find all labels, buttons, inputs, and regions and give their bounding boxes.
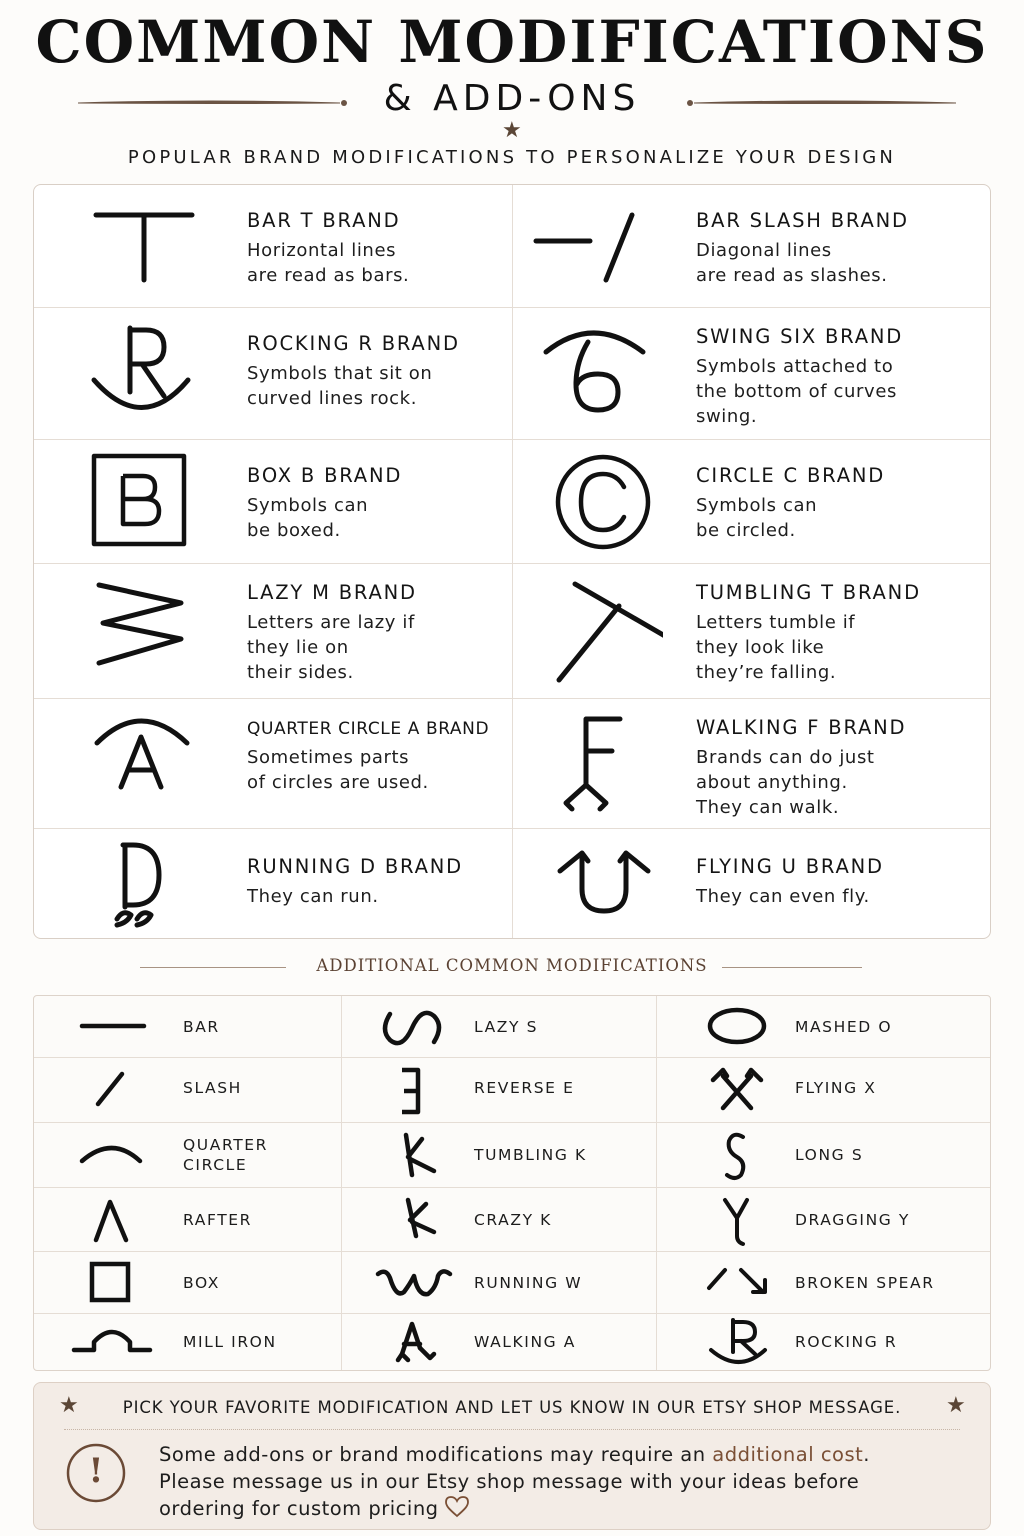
page-title: COMMON MODIFICATIONS xyxy=(35,8,989,76)
note-line-2: Please message us in our Etsy shop message with your ideas before xyxy=(159,1470,860,1493)
star-icon: ★ xyxy=(946,1393,966,1418)
item-label: FLYING X xyxy=(795,1079,877,1097)
item-label: SLASH xyxy=(183,1079,242,1097)
brand-card xyxy=(513,440,991,564)
list-item xyxy=(342,1252,657,1314)
reverse-e-icon xyxy=(372,1058,452,1123)
list-item xyxy=(342,996,657,1058)
list-item xyxy=(34,1188,342,1252)
rocking-r-brand-icon xyxy=(84,320,204,430)
running-w-icon xyxy=(372,1252,462,1314)
item-label: MASHED O xyxy=(795,1018,893,1036)
brand-description: They can even fly. xyxy=(696,886,870,907)
brand-card xyxy=(513,564,991,699)
list-item xyxy=(657,1058,991,1123)
brand-description: Symbols can be boxed. xyxy=(247,495,369,541)
rafter-icon xyxy=(74,1188,154,1252)
brand-description: Symbols that sit on curved lines rock. xyxy=(247,363,433,409)
brand-title: LAZY M BRAND xyxy=(247,581,417,604)
dragging-y-icon xyxy=(697,1188,777,1252)
brand-card xyxy=(34,829,513,939)
brand-title: FLYING U BRAND xyxy=(696,855,884,878)
right-decorative-line xyxy=(686,98,956,108)
section-heading: ADDITIONAL COMMON MODIFICATIONS xyxy=(316,956,708,975)
list-item xyxy=(657,1314,991,1371)
list-item xyxy=(657,1188,991,1252)
note-text: Some add-ons or brand modifications may require an xyxy=(159,1443,713,1466)
brand-card xyxy=(34,308,513,440)
long-s-icon xyxy=(697,1123,777,1188)
brand-card xyxy=(513,699,991,829)
box-icon xyxy=(74,1252,154,1314)
item-label: BAR xyxy=(183,1018,220,1036)
item-label: TUMBLING K xyxy=(474,1146,587,1164)
brand-title: WALKING F BRAND xyxy=(696,716,907,739)
list-item xyxy=(34,1314,342,1371)
additional-modifications-grid xyxy=(33,995,991,1371)
item-label: QUARTER CIRCLE xyxy=(183,1136,269,1174)
tumbling-k-icon xyxy=(372,1123,452,1188)
quarter-circle-a-brand-icon xyxy=(89,713,199,803)
item-label: LONG S xyxy=(795,1146,864,1164)
circle-c-brand-icon xyxy=(553,452,653,552)
list-item xyxy=(34,1252,342,1314)
list-item xyxy=(342,1188,657,1252)
brand-description: Symbols attached to the bottom of curves swing. xyxy=(696,356,897,427)
page-subtitle: & ADD-ONS xyxy=(383,78,641,119)
mill-iron-icon xyxy=(70,1314,160,1371)
flying-u-brand-icon xyxy=(548,835,658,935)
brand-title: BAR T BRAND xyxy=(247,209,401,232)
running-d-brand-icon xyxy=(99,835,189,935)
bar-slash-brand-icon xyxy=(528,205,658,285)
list-item xyxy=(342,1314,657,1371)
item-label: BOX xyxy=(183,1274,220,1292)
brand-title: CIRCLE C BRAND xyxy=(696,464,886,487)
item-label: MILL IRON xyxy=(183,1333,277,1351)
list-item xyxy=(34,1123,342,1188)
brand-title: TUMBLING T BRAND xyxy=(696,581,921,604)
footer-note-box xyxy=(33,1382,991,1530)
item-label: ROCKING R xyxy=(795,1333,898,1351)
tagline: POPULAR BRAND MODIFICATIONS TO PERSONALIZE YOUR DESIGN xyxy=(127,147,897,168)
tumbling-t-brand-icon xyxy=(543,574,663,684)
bar-t-brand-icon xyxy=(84,205,204,285)
brand-title: ROCKING R BRAND xyxy=(247,332,460,355)
brand-title: QUARTER CIRCLE A BRAND xyxy=(247,719,490,739)
item-label: REVERSE E xyxy=(474,1079,575,1097)
star-icon: ★ xyxy=(502,118,522,143)
list-item xyxy=(657,996,991,1058)
bar-icon xyxy=(74,996,154,1058)
heart-icon xyxy=(445,1496,469,1518)
crazy-k-icon xyxy=(372,1188,452,1252)
item-label: DRAGGING Y xyxy=(795,1211,911,1229)
brand-description: They can run. xyxy=(247,886,379,907)
brand-card xyxy=(513,308,991,440)
brand-title: BOX B BRAND xyxy=(247,464,403,487)
item-label: CRAZY K xyxy=(474,1211,552,1229)
list-item xyxy=(34,996,342,1058)
brand-description: Diagonal lines are read as slashes. xyxy=(696,240,888,286)
brand-card xyxy=(513,829,991,939)
rocking-r-icon xyxy=(701,1314,781,1371)
item-label: WALKING A xyxy=(474,1333,576,1351)
slash-icon xyxy=(74,1058,154,1123)
star-icon: ★ xyxy=(59,1393,79,1418)
note-period: . xyxy=(863,1443,870,1466)
brand-description: Symbols can be circled. xyxy=(696,495,818,541)
item-label: RAFTER xyxy=(183,1211,253,1229)
brand-description: Letters are lazy if they lie on their sides. xyxy=(247,612,415,683)
broken-spear-icon xyxy=(697,1252,787,1314)
pricing-note xyxy=(159,1441,870,1522)
brand-card xyxy=(34,699,513,829)
item-label: BROKEN SPEAR xyxy=(795,1274,935,1292)
additional-cost-highlight: additional cost xyxy=(712,1443,864,1466)
list-item xyxy=(342,1058,657,1123)
mashed-o-icon xyxy=(697,996,777,1058)
brand-card xyxy=(513,185,991,308)
box-b-brand-icon xyxy=(89,450,189,550)
main-brands-grid xyxy=(33,184,991,939)
flying-x-icon xyxy=(697,1058,777,1123)
list-item xyxy=(657,1123,991,1188)
list-item xyxy=(34,1058,342,1123)
brand-card xyxy=(34,564,513,699)
list-item xyxy=(342,1123,657,1188)
note-line-3: ordering for custom pricing xyxy=(159,1497,439,1520)
lazy-s-icon xyxy=(372,996,452,1058)
footer-divider xyxy=(64,1429,960,1430)
swing-six-brand-icon xyxy=(538,322,658,432)
walking-a-icon xyxy=(372,1314,452,1371)
walking-f-brand-icon xyxy=(548,713,648,823)
brand-description: Letters tumble if they look like they’re falling. xyxy=(696,612,856,683)
alert-symbol: ! xyxy=(88,1451,104,1491)
pick-message: PICK YOUR FAVORITE MODIFICATION AND LET US KNOW IN OUR ETSY SHOP MESSAGE. xyxy=(122,1398,902,1417)
brand-title: BAR SLASH BRAND xyxy=(696,209,909,232)
item-label: RUNNING W xyxy=(474,1274,583,1292)
brand-description: Brands can do just about anything. They can walk. xyxy=(696,747,875,818)
brand-card xyxy=(34,440,513,564)
list-item xyxy=(657,1252,991,1314)
item-label: LAZY S xyxy=(474,1018,539,1036)
brand-description: Horizontal lines are read as bars. xyxy=(247,240,410,286)
brand-title: RUNNING D BRAND xyxy=(247,855,463,878)
brand-description: Sometimes parts of circles are used. xyxy=(247,747,429,793)
quarter-circle-icon xyxy=(74,1123,154,1188)
brand-title: SWING SIX BRAND xyxy=(696,325,904,348)
lazy-m-brand-icon xyxy=(89,579,199,669)
brand-card xyxy=(34,185,513,308)
alert-icon xyxy=(65,1442,127,1504)
